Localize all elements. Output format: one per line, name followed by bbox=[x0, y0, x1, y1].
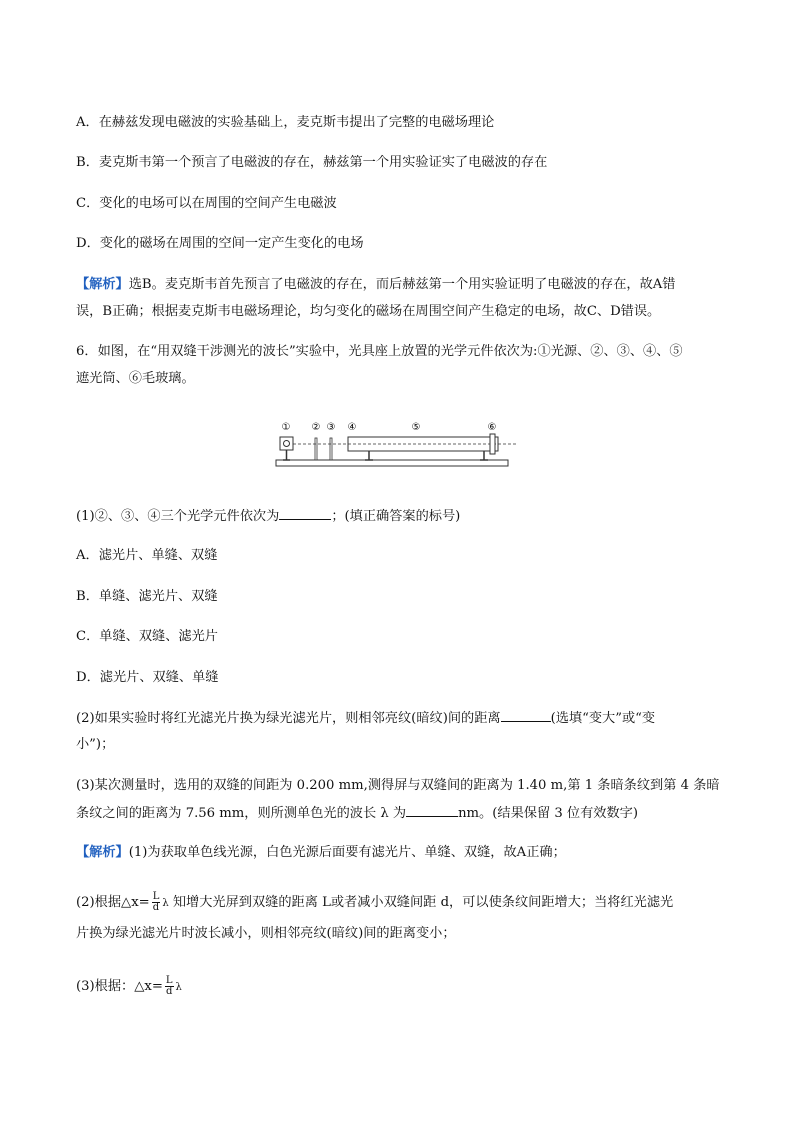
answer-blank-3[interactable] bbox=[406, 804, 458, 817]
analysis-q6-line4 bbox=[76, 976, 182, 997]
analysis-q6-line1 bbox=[76, 844, 566, 862]
sub1-text-before: (1)②、③、④三个光学元件依次为 bbox=[76, 509, 280, 524]
sub3-text-before: 条纹之间的距离为 7.56 mm，则所测单色光的波长 λ 为 bbox=[76, 806, 407, 821]
option-b: B．麦克斯韦第一个预言了电磁波的存在，赫兹第一个用实验证实了电磁波的存在 bbox=[76, 155, 548, 170]
question-6-stem-line2: 遮光筒、⑥毛玻璃。 bbox=[76, 371, 195, 386]
analysis-text: 选B。麦克斯韦首先预言了电磁波的存在，而后赫兹第一个用实验证明了电磁波的存在，故A错 bbox=[128, 277, 676, 292]
option-a: A．在赫兹发现电磁波的实验基础上，麦克斯韦提出了完整的电磁场理论 bbox=[76, 115, 495, 130]
analysis-text: (1)为获取单色线光源，白色光源后面要有滤光片、单缝、双缝，故A正确； bbox=[128, 845, 566, 860]
sub-question-3-line2 bbox=[76, 804, 638, 823]
fraction-l-over-d bbox=[152, 892, 161, 913]
label-2: ② bbox=[311, 422, 321, 433]
light-source bbox=[280, 437, 293, 450]
label-3: ③ bbox=[326, 422, 336, 433]
analysis-tag: 【解析】 bbox=[76, 277, 129, 292]
fraction-l-over-d bbox=[165, 976, 174, 997]
sub1-option-d: D．滤光片、双缝、单缝 bbox=[76, 670, 219, 685]
label-4: ④ bbox=[347, 422, 357, 433]
question-6-stem-line1: 6．如图，在“用双缝干涉测光的波长”实验中，光具座上放置的光学元件依次为:①光源、②、③、④、⑤ bbox=[76, 344, 683, 359]
answer-blank-2[interactable] bbox=[501, 709, 551, 722]
option-d: D．变化的磁场在周围的空间一定产生变化的电场 bbox=[76, 236, 364, 251]
element-3 bbox=[330, 438, 332, 460]
sub1-option-b: B．单缝、滤光片、双缝 bbox=[76, 589, 218, 604]
analysis-q6-line2 bbox=[76, 892, 673, 913]
sub3-text-after: nm。(结果保留 3 位有效数字) bbox=[458, 806, 638, 821]
option-c: C．变化的电场可以在周围的空间产生电磁波 bbox=[76, 196, 337, 211]
fraction-denominator: d bbox=[165, 986, 173, 997]
analysis-text: 知增大光屏到双缝的距离 L或者减小双缝间距 d，可以使条纹间距增大；当将红光滤光 bbox=[168, 895, 674, 910]
label-5: ⑤ bbox=[411, 422, 421, 433]
element-2 bbox=[315, 438, 317, 460]
sub1-option-c: C．单缝、双缝、滤光片 bbox=[76, 629, 218, 644]
optical-bench-diagram bbox=[274, 420, 524, 470]
label-6: ⑥ bbox=[487, 422, 497, 433]
analysis-q5-line1 bbox=[76, 276, 675, 294]
ground-glass bbox=[490, 434, 495, 454]
analysis-q5-line2: 误，B正确；根据麦克斯韦电磁场理论，均匀变化的磁场在周围空间产生稳定的电场，故C、D错误。 bbox=[76, 304, 661, 319]
sub2-text-before: (2)如果实验时将红光滤光片换为绿光滤光片，则相邻亮纹(暗纹)间的距离 bbox=[76, 711, 501, 726]
analysis-q6-line3: 片换为绿光滤光片时波长减小，则相邻亮纹(暗纹)间的距离变小； bbox=[76, 926, 456, 941]
bench-rail bbox=[276, 460, 508, 466]
sub-question-2-line1 bbox=[76, 709, 655, 728]
sub1-option-a: A．滤光片、单缝、双缝 bbox=[76, 548, 218, 563]
fraction-denominator: d bbox=[152, 902, 160, 913]
formula-prefix: (2)根据△x= bbox=[76, 895, 150, 910]
analysis-tag: 【解析】 bbox=[76, 845, 129, 860]
formula-prefix: (3)根据：△x= bbox=[76, 979, 163, 994]
fraction-numerator: L bbox=[152, 891, 160, 902]
answer-blank-1[interactable] bbox=[279, 507, 331, 520]
fraction-numerator: L bbox=[165, 975, 173, 986]
label-1: ① bbox=[281, 422, 291, 433]
lambda-symbol: λ bbox=[175, 982, 182, 993]
sub2-text-after: (选填“变大”或“变 bbox=[550, 711, 656, 726]
sub1-text-after: ；(填正确答案的标号) bbox=[331, 509, 461, 524]
sub-question-3-line1: (3)某次测量时，选用的双缝的间距为 0.200 mm,测得屏与双缝间的距离为 1.40 m,第 1 条暗条纹到第 4 条暗 bbox=[76, 778, 720, 793]
lambda-symbol: λ bbox=[162, 898, 169, 909]
sub-question-1 bbox=[76, 507, 460, 526]
sub-question-2-line2: 小”)； bbox=[76, 737, 115, 752]
